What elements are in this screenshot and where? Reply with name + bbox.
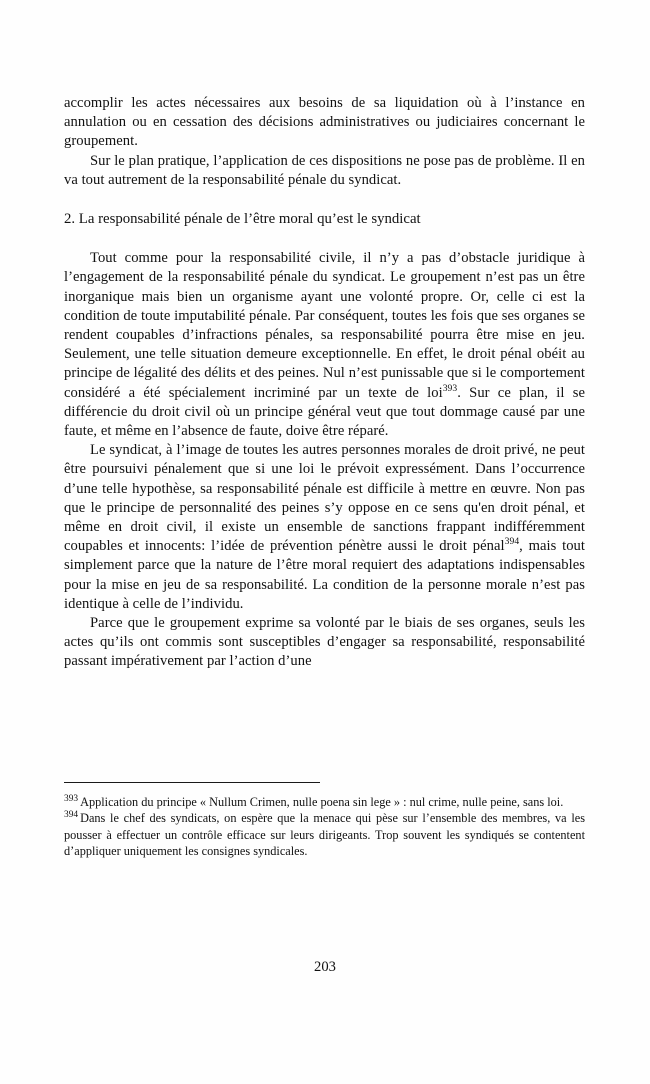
footnote-reference-394[interactable]: 394 xyxy=(504,536,520,548)
footnote-394 xyxy=(64,810,585,859)
footnote-text-393: Application du principe « Nullum Crimen, nulle poena sin lege » : nul crime, nulle peine, sans loi. xyxy=(80,795,564,809)
section-heading: 2. La responsabilité pénale de l’être moral qu’est le syndicat xyxy=(64,211,421,228)
paragraph-text-after-footnote-393: . Sur ce plan, il se différencie du droit civil où un principe général veut que tout dommage causé par une faute, et même en l’absence de faute, doive être réparé. xyxy=(64,384,585,440)
paragraph-tout-comme xyxy=(64,249,585,441)
paragraph-text-parce-que: Parce que le groupement exprime sa volonté par le biais de ses organes, seuls les actes qu’ils ont commis sont susceptibles d’engager sa responsabilité, responsabilité passant impérativement par l’action d’une xyxy=(64,615,585,670)
spacer-before-heading xyxy=(64,190,585,210)
footnote-text-394: Dans le chef des syndicats, on espère que la menace qui pèse sur l’ensemble des membres, va les pousser à effectuer un contrôle efficace sur leurs dirigeants. Trop souvent les syndiqués se contentent d’appliquer uniquement les consignes syndicales. xyxy=(64,811,585,859)
paragraph-liquidation: accomplir les actes nécessaires aux besoins de sa liquidation où à l’instance en annulation ou en cessation des décisions administratives ou judiciaires concernant le groupement. xyxy=(64,95,585,150)
footnote-reference-393[interactable]: 393 xyxy=(442,382,458,394)
footnote-number-393: 393 xyxy=(64,793,79,804)
page-number: 203 xyxy=(314,959,336,975)
page-body xyxy=(64,94,585,672)
footnote-area xyxy=(64,782,585,860)
paragraph-le-syndicat xyxy=(64,441,585,614)
spacer-after-heading xyxy=(64,229,585,249)
footnote-393 xyxy=(64,794,585,810)
paragraph-text-before-footnote-394: Le syndicat, à l’image de toutes les autres personnes morales de droit privé, ne peut être poursuivi pénalement que si une loi le prévoit expressément. Dans l’occurrence d’une telle hypothèse, sa responsabilité pénale est difficile à mettre en œuvre. Non pas que le principe de personnalité des peines s’y oppose en ce sens qu'en droit pénal, et même en droit civil, il existe un ensemble de sanctions frappant indifféremment coupables et innocents: l’idée de prévention pénètre aussi le droit pénal xyxy=(64,442,585,555)
paragraph-text-before-footnote-393: Tout comme pour la responsabilité civile, il n’y a pas d’obstacle juridique à l’engagement de la responsabilité pénale du syndicat. Le groupement n’est pas un être inorganique mais bien un organisme ayant une volonté propre. Or, celle ci est la condition de toute imputabilité pénale. Par conséquent, toutes les fois que ses organes se rendent coupables d’infractions pénales, sa responsabilité pourra être mise en jeu. Seulement, une telle situation demeure exceptionnelle. En effet, le droit pénal obéit au principe de légalité des délits et des peines. Nul n’est punissable que si le comportement considéré a été spécialement incriminé par un texte de loi xyxy=(64,250,585,401)
footnote-separator-rule xyxy=(64,782,320,783)
paragraph-parce-que xyxy=(64,614,585,672)
footnote-number-394: 394 xyxy=(64,810,79,821)
paragraph-plan-pratique: Sur le plan pratique, l’application de ces dispositions ne pose pas de problème. Il en va tout autrement de la responsabilité pénale du syndicat. xyxy=(64,152,585,188)
paragraph-text-after-footnote-394: , mais tout simplement parce que la nature de l’être moral requiert des adaptations indispensables pour la mise en jeu de sa responsabilité. La condition de la personne morale n’est pas identique à celle de l’individu. xyxy=(64,538,586,612)
